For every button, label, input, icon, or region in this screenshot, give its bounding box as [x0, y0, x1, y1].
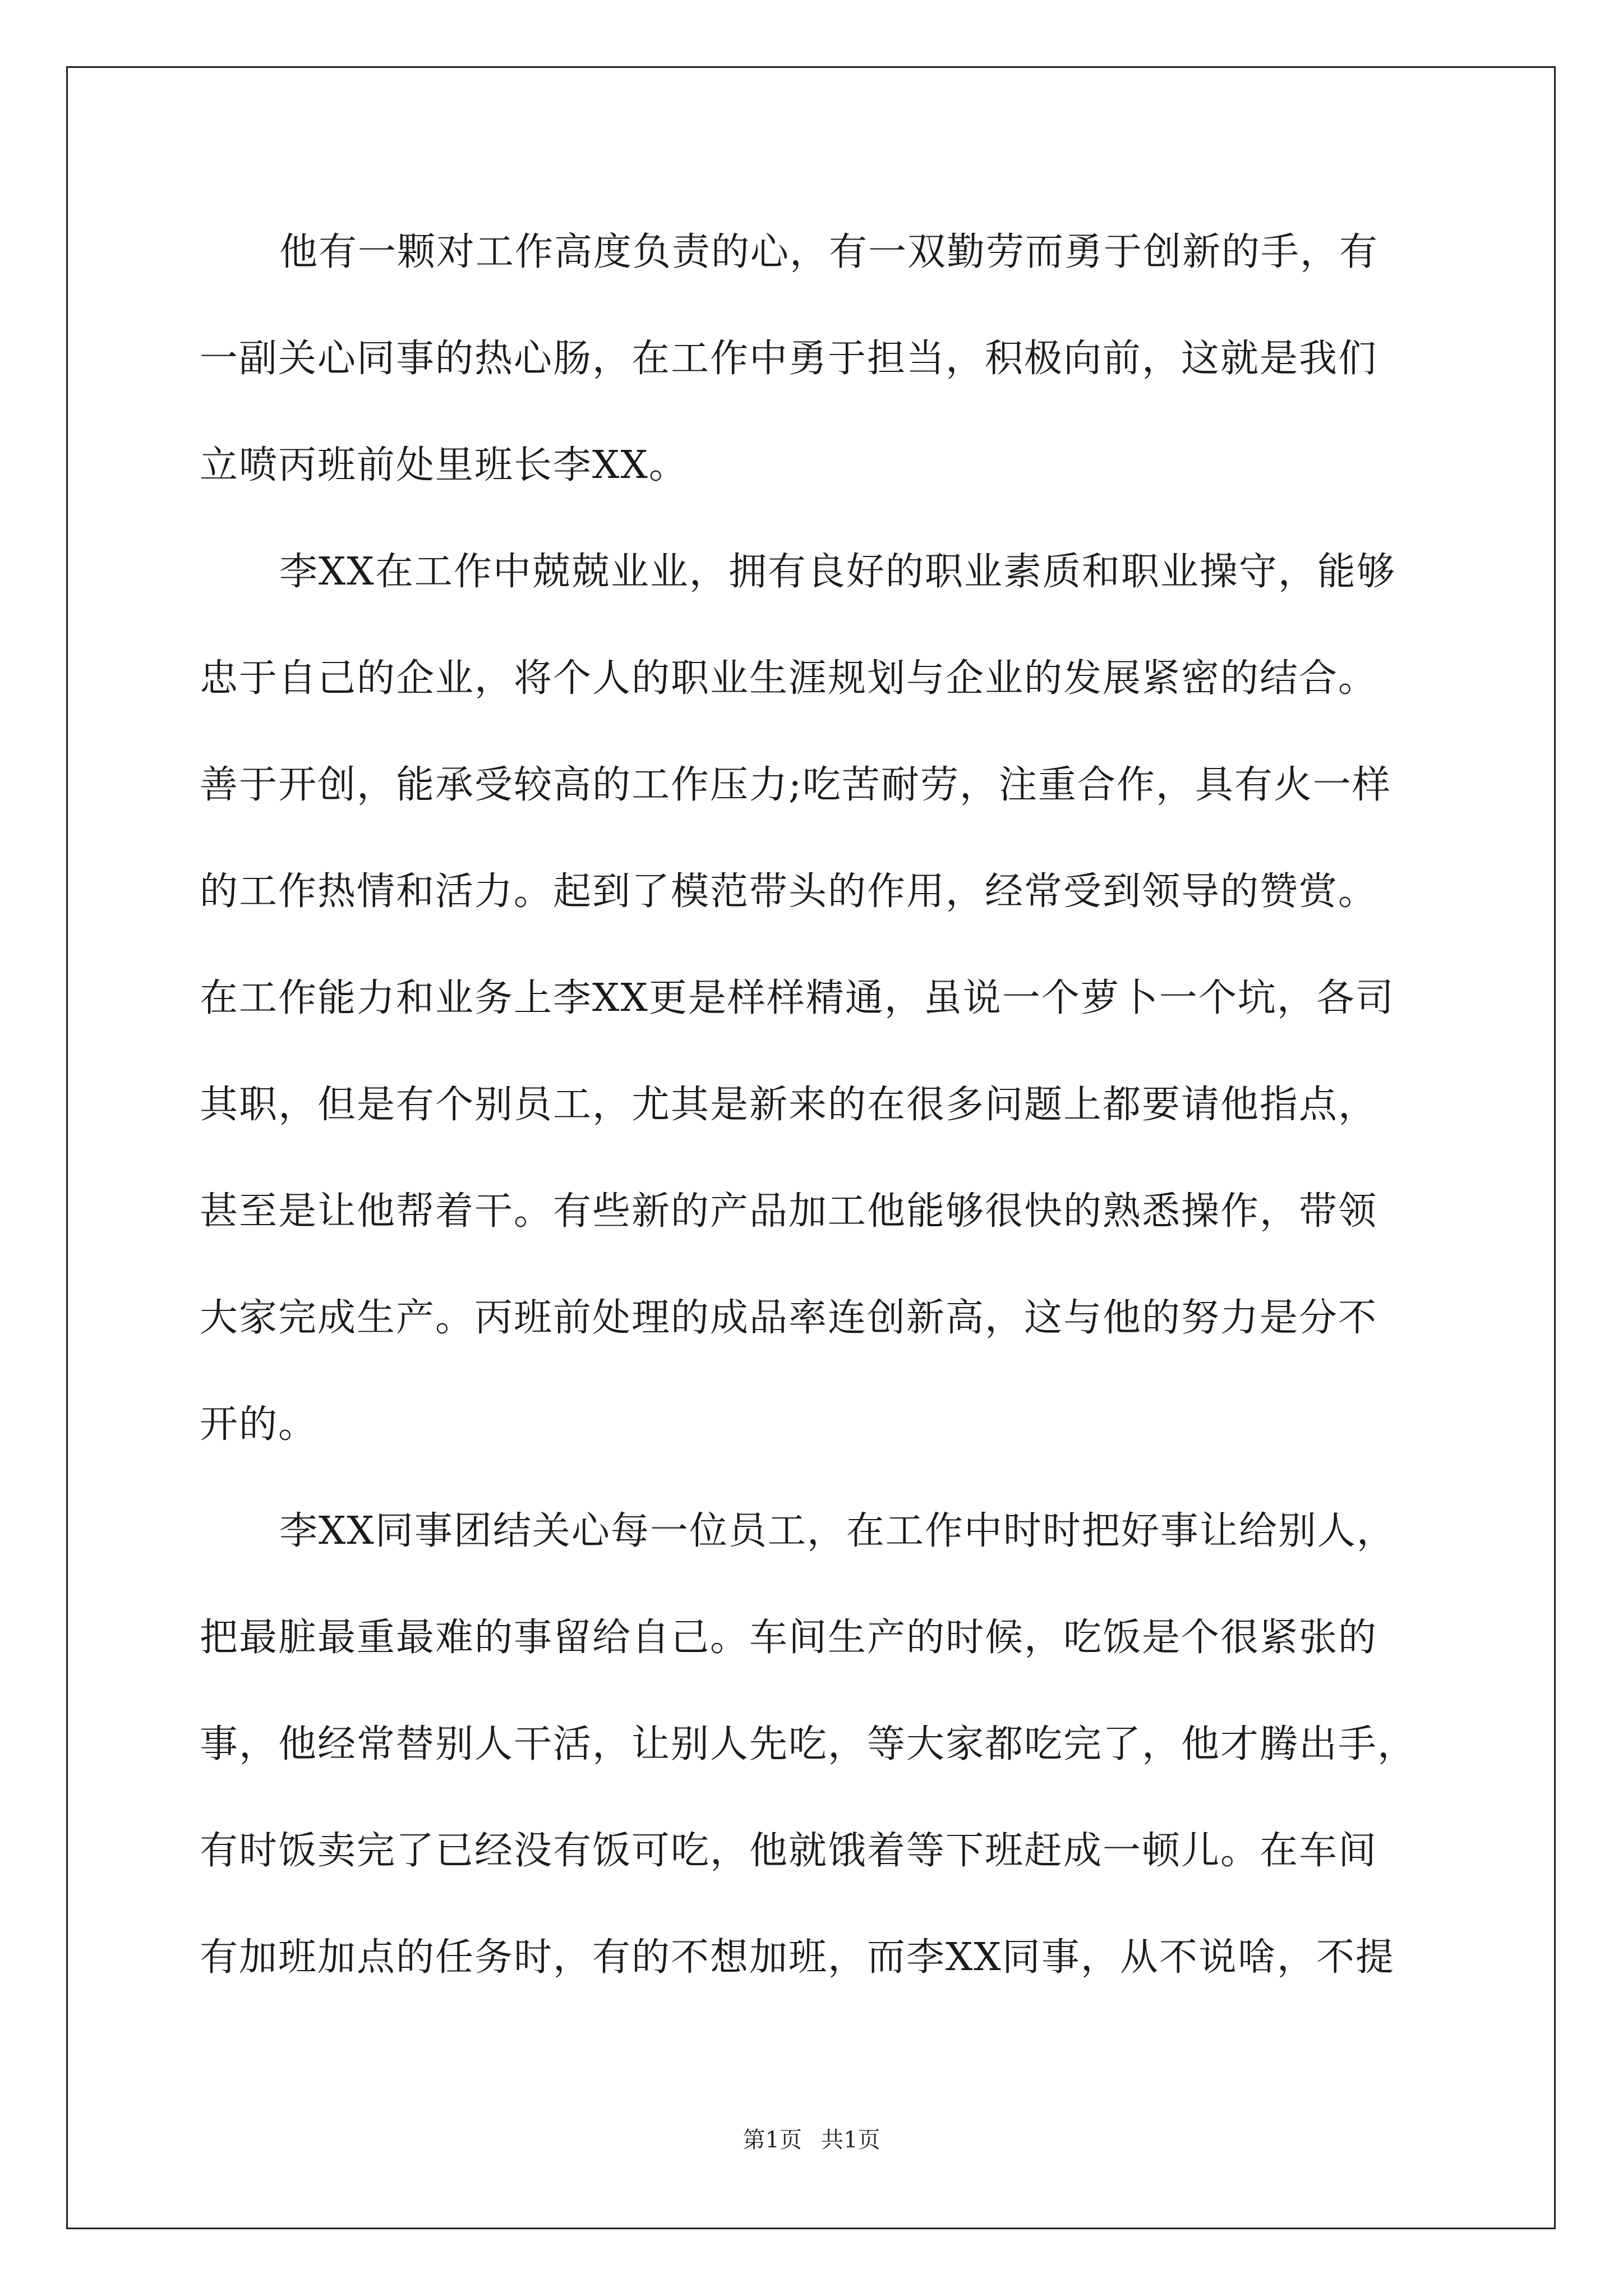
paragraph-2-line-9: 开的。 [200, 1402, 318, 1447]
paragraph-2-line-6: 其职，但是有个别员工，尤其是新来的在很多问题上都要请他指点， [200, 1083, 1378, 1127]
paragraph-3-line-4: 有时饭卖完了已经没有饭可吃，他就饿着等下班赶成一顿儿。在车间 [200, 1829, 1378, 1873]
paragraph-2-line-7: 甚至是让他帮着干。有些新的产品加工他能够很快的熟悉操作，带领 [200, 1189, 1378, 1234]
page-footer [0, 2126, 1623, 2154]
page-number-current: 第1页 [743, 2127, 802, 2153]
paragraph-2-line-8: 大家完成生产。丙班前处理的成品率连创新高，这与他的努力是分不 [200, 1296, 1378, 1340]
paragraph-1-line-2: 一副关心同事的热心肠，在工作中勇于担当，积极向前，这就是我们 [200, 337, 1378, 381]
paragraph-2-line-5: 在工作能力和业务上李XX更是样样精通，虽说一个萝卜一个坑，各司 [200, 976, 1395, 1020]
paragraph-3-line-2: 把最脏最重最难的事留给自己。车间生产的时候，吃饭是个很紧张的 [200, 1616, 1378, 1660]
paragraph-3-line-1: 李XX同事团结关心每一位员工，在工作中时时把好事让给别人， [279, 1509, 1396, 1553]
page-number-total: 共1页 [821, 2127, 880, 2153]
paragraph-3-line-3: 事，他经常替别人干活，让别人先吃，等大家都吃完了，他才腾出手， [200, 1722, 1417, 1766]
paragraph-2-line-3: 善于开创，能承受较高的工作压力;吃苦耐劳，注重合作，具有火一样 [200, 763, 1391, 807]
document-body [200, 216, 1423, 2028]
paragraph-1-line-3: 立喷丙班前处里班长李XX。 [200, 443, 688, 487]
paragraph-2-line-2: 忠于自己的企业，将个人的职业生涯规划与企业的发展紧密的结合。 [200, 656, 1378, 701]
paragraph-3-line-5: 有加班加点的任务时，有的不想加班，而李XX同事，从不说啥，不提 [200, 1935, 1395, 1980]
paragraph-2-line-4: 的工作热情和活力。起到了模范带头的作用，经常受到领导的赞赏。 [200, 869, 1378, 914]
paragraph-1-line-1: 他有一颗对工作高度负责的心，有一双勤劳而勇于创新的手，有 [279, 230, 1379, 274]
paragraph-2-line-1: 李XX在工作中兢兢业业，拥有良好的职业素质和职业操守，能够 [279, 550, 1396, 594]
